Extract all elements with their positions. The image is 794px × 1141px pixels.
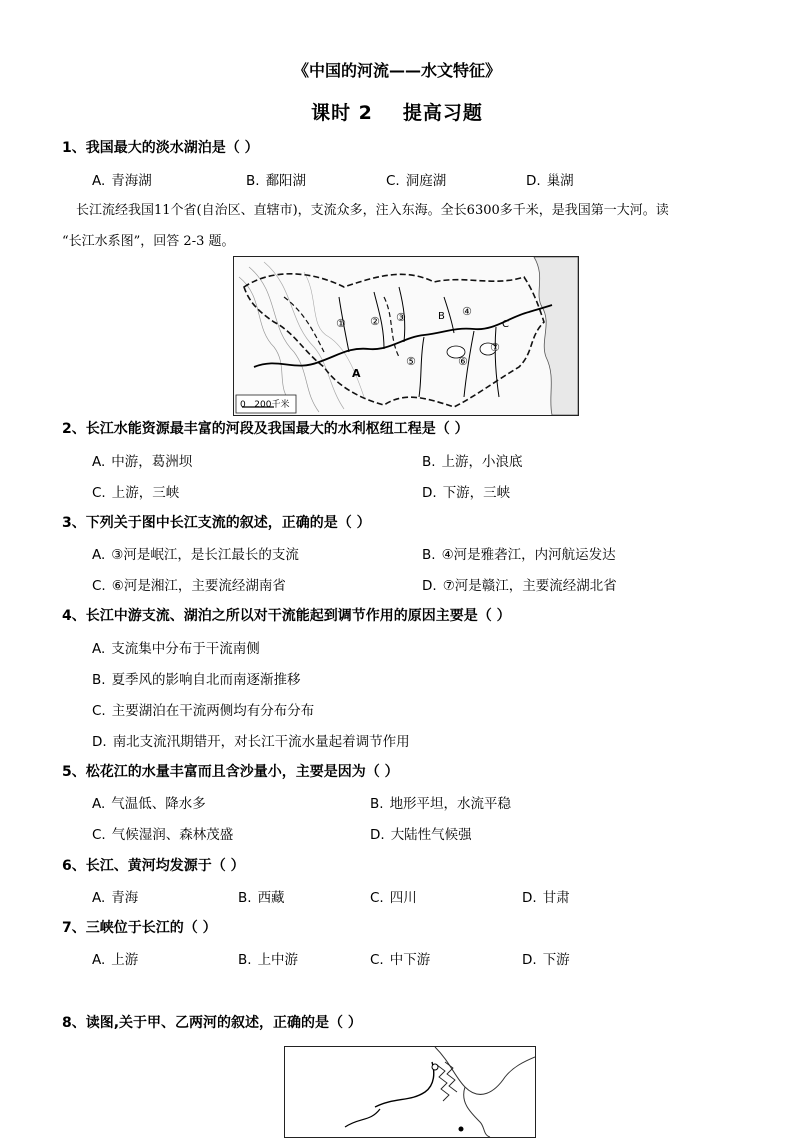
q5-option-c: C. 气候湿润、森林茂盛: [92, 827, 234, 843]
passage-line-2: “长江水系图”，回答 2-3 题。: [62, 234, 235, 249]
q6-option-a: A. 青海: [92, 890, 139, 906]
question-8-stem: 8、读图,关于甲、乙两河的叙述，正确的是（ ）: [62, 1015, 362, 1031]
map-point-c: C: [502, 319, 509, 330]
map-marker-1: ①: [336, 317, 346, 330]
question-7-stem: 7、三峡位于长江的（ ）: [62, 920, 217, 936]
q3-option-c: C. ⑥河是湘江，主要流经湖南省: [92, 578, 286, 594]
q6-option-b: B. 西藏: [238, 890, 285, 906]
river-map-2-drawing: [285, 1047, 535, 1137]
q1-option-b: B. 鄱阳湖: [246, 173, 307, 189]
q3-option-b: B. ④河是雅砻江，内河航运发达: [422, 547, 616, 563]
question-3-stem: 3、下列关于图中长江支流的叙述，正确的是（ ）: [62, 515, 371, 531]
q5-option-a: A. 气温低、降水多: [92, 796, 206, 812]
question-2-stem: 2、长江水能资源最丰富的河段及我国最大的水利枢纽工程是（ ）: [62, 421, 469, 437]
question-5-stem: 5、松花江的水量丰富而且含沙量小，主要是因为（ ）: [62, 764, 399, 780]
q7-option-a: A. 上游: [92, 952, 139, 968]
q4-option-a: A. 支流集中分布于干流南侧: [92, 641, 260, 657]
yangtze-river-map: [233, 256, 579, 416]
q7-option-d: D. 下游: [522, 952, 570, 968]
q2-option-b: B. 上游，小浪底: [422, 454, 523, 470]
map-marker-2: ②: [370, 315, 380, 328]
q4-option-b: B. 夏季风的影响自北而南逐渐推移: [92, 672, 301, 688]
q7-option-c: C. 中下游: [370, 952, 431, 968]
question-1-stem: 1、我国最大的淡水湖泊是（ ）: [62, 140, 259, 156]
map-point-a: A: [352, 367, 361, 380]
q5-option-b: B. 地形平坦，水流平稳: [370, 796, 512, 812]
map-marker-5: ⑤: [406, 355, 416, 368]
question-6-stem: 6、长江、黄河均发源于（ ）: [62, 858, 245, 874]
q2-option-a: A. 中游，葛洲坝: [92, 454, 193, 470]
river-map-2: [284, 1046, 536, 1138]
q3-option-d: D. ⑦河是赣江，主要流经湖北省: [422, 578, 617, 594]
q2-option-c: C. 上游，三峡: [92, 485, 180, 501]
map-marker-6: ⑥: [458, 355, 468, 368]
map-marker-4: ④: [462, 305, 472, 318]
exercise-label: 提高习题: [402, 102, 483, 124]
q2-option-d: D. 下游，三峡: [422, 485, 511, 501]
question-4-stem: 4、长江中游支流、湖泊之所以对干流能起到调节作用的原因主要是（ ）: [62, 608, 511, 624]
yangtze-map-drawing: [234, 257, 578, 415]
q6-option-c: C. 四川: [370, 890, 417, 906]
document-title: 《中国的河流——水文特征》: [292, 61, 501, 80]
q1-option-a: A. 青海湖: [92, 173, 152, 189]
q4-option-d: D. 南北支流汛期错开，对长江干流水量起着调节作用: [92, 734, 410, 750]
map-marker-3: ③: [396, 311, 406, 324]
passage-line-1: 长江流经我国11个省(自治区、直辖市)，支流众多，注入东海。全长6300多千米，是我国第一大河。读: [76, 203, 669, 218]
reading-passage: [62, 195, 752, 257]
q1-option-d: D. 巢湖: [526, 173, 574, 189]
q6-option-d: D. 甘肃: [522, 890, 570, 906]
q4-option-c: C. 主要湖泊在干流两侧均有分布分布: [92, 703, 315, 719]
map-scale-label: 0 200千米: [240, 400, 290, 410]
q7-option-b: B. 上中游: [238, 952, 299, 968]
q5-option-d: D. 大陆性气候强: [370, 827, 472, 843]
lesson-number: 课时 2: [311, 102, 373, 124]
lesson-subtitle: [0, 98, 794, 125]
q1-option-c: C. 洞庭湖: [386, 173, 447, 189]
q3-option-a: A. ③河是岷江，是长江最长的支流: [92, 547, 299, 563]
map-point-b: B: [438, 311, 445, 322]
map-marker-7: ⑦: [490, 341, 500, 354]
